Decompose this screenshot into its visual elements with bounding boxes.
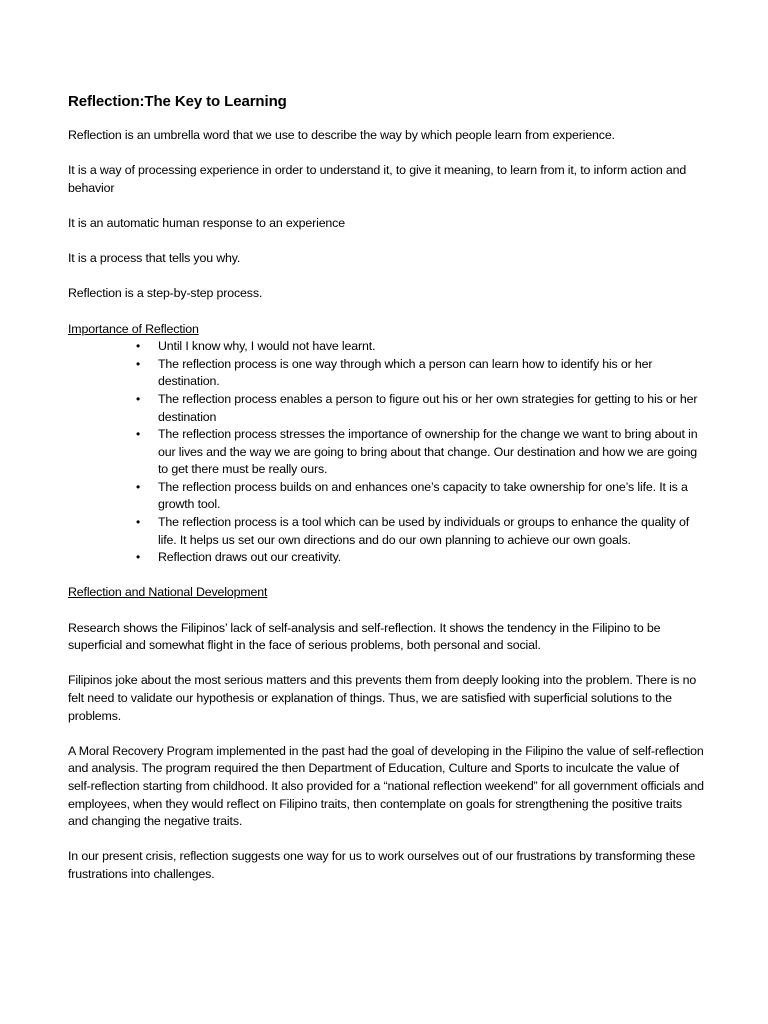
bullet-icon: • — [136, 427, 141, 442]
intro-paragraph: It is an automatic human response to an experience — [68, 215, 345, 230]
bullet-icon: • — [136, 391, 141, 406]
bullet-icon: • — [136, 479, 141, 494]
bullet-item — [68, 426, 704, 479]
section-heading-importance: Importance of Reflection — [68, 321, 199, 336]
document-title: Reflection:The Key to Learning — [68, 93, 287, 110]
intro-paragraph: It is a way of processing experience in order to understand it, to give it meaning, to learn from it, to inform action and behavior — [68, 163, 687, 195]
intro-paragraph: It is a process that tells you why. — [68, 251, 241, 266]
intro-paragraph: Reflection is a step-by-step process. — [68, 286, 263, 301]
bullet-icon: • — [136, 515, 141, 530]
document-page — [68, 92, 704, 901]
bullet-item — [68, 338, 704, 356]
bullet-item — [68, 549, 704, 567]
bullet-text: The reflection process builds on and enhances one’s capacity to take ownership for one’s life. It is a growth tool. — [158, 479, 688, 512]
bullet-text: The reflection process is a tool which can be used by individuals or groups to enhance the quality of life. It helps us set our own directions and do our own planning to achieve our own goals. — [158, 515, 690, 547]
bullet-item — [68, 356, 704, 391]
development-paragraph: Research shows the Filipinos’ lack of self-analysis and self-reflection. It shows the tendency in the Filipino to be superficial and somewhat flight in the face of serious problems, both personal and social. — [68, 620, 661, 653]
section-heading-national-development: Reflection and National Development — [68, 585, 268, 600]
development-paragraph: A Moral Recovery Program implemented in the past had the goal of developing in the Filipino the value of self-reflection and analysis. The program required the then Department of Education, Culture and Sports to inculcate the value of self-reflection starting from childhood. It also provided for a “national reflection weekend” for all government officials and employees, when they would reflect on Filipino traits, then contemplate on goals for strengthening the positive traits and changing the negative traits. — [68, 743, 704, 829]
bullet-icon: • — [136, 550, 141, 565]
bullet-text: Reflection draws out our creativity. — [158, 550, 342, 565]
intro-paragraph: Reflection is an umbrella word that we use to describe the way by which people learn from experience. — [68, 128, 615, 142]
bullet-icon: • — [136, 356, 141, 371]
bullet-text: The reflection process stresses the importance of ownership for the change we want to bring about in our lives and the way we are going to bring about that change. Our destination and how we are going to get there must be really ours. — [158, 427, 698, 477]
bullet-item — [68, 391, 704, 426]
bullet-item — [68, 479, 704, 514]
importance-bullet-list — [68, 338, 704, 567]
bullet-item — [68, 514, 704, 549]
bullet-text: The reflection process is one way through which a person can learn how to identify his or her destination. — [158, 356, 653, 389]
bullet-icon: • — [136, 339, 141, 354]
development-paragraph: Filipinos joke about the most serious matters and this prevents them from deeply looking into the problem. There is no felt need to validate our hypothesis or explanation of things. Thus, we are satisfied with superficial solutions to the problems. — [68, 673, 697, 723]
bullet-text: Until I know why, I would not have learnt. — [158, 339, 376, 354]
development-paragraph: In our present crisis, reflection suggests one way for us to work ourselves out of our frustrations by transforming these frustrations into challenges. — [68, 849, 696, 881]
bullet-text: The reflection process enables a person to figure out his or her own strategies for getting to his or her destination — [158, 391, 698, 424]
